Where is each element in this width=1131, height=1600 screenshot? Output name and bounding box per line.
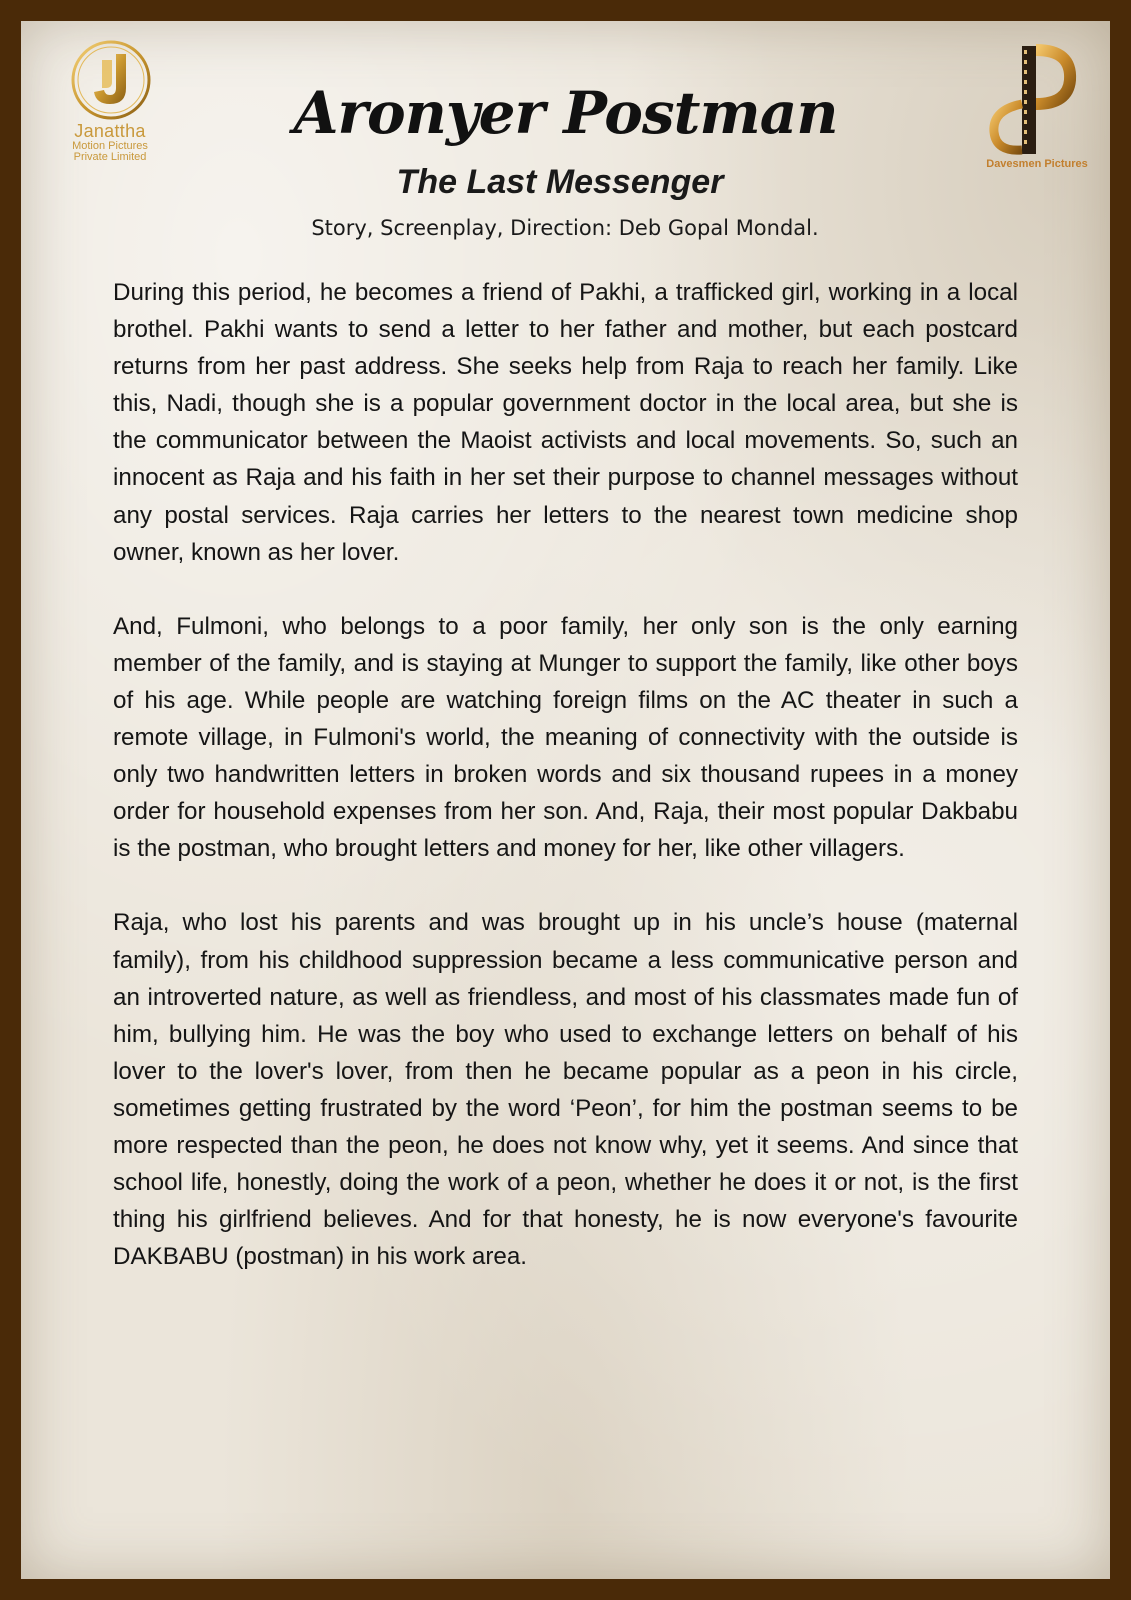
janattha-caption bbox=[50, 122, 170, 164]
film-reel-p-icon bbox=[986, 40, 1078, 162]
logo-left-line2: Motion Pictures bbox=[72, 139, 148, 152]
synopsis-body bbox=[113, 274, 1018, 1312]
paragraph-1: During this period, he becomes a friend of Pakhi, a trafficked girl, working in a local brothel. Pakhi wants to send a letter to her father and mother, but each postcard returns from her past address. She seeks help from Raja to reach her family. Like this, Nadi, though she is a popular government doctor in the local area, but she is the communicator between the Maoist activists and local movements. So, such an innocent as Raja and his faith in her set their purpose to channel messages without any postal services. Raja carries her letters to the nearest town medicine shop owner, known as her lover. bbox=[113, 279, 1018, 566]
page-subtitle: The Last Messenger bbox=[396, 163, 724, 201]
paragraph-2: And, Fulmoni, who belongs to a poor family, her only son is the only earning member of the family, and is staying at Munger to support the family, like other boys of his age. While people are watching foreign films on the AC theater in such a remote village, in Fulmoni's world, the meaning of connectivity with the outside is only two handwritten letters in broken words and six thousand rupees in a money order for household expenses from her son. And, Raja, their most popular Dakbabu is the postman, who brought letters and money for her, like other villagers. bbox=[113, 612, 1018, 863]
j-monogram-icon bbox=[58, 38, 168, 128]
logo-left-name: Janattha bbox=[74, 121, 146, 141]
page-title: Aronyer Postman bbox=[293, 79, 838, 147]
logo-right-name: Davesmen Pictures bbox=[986, 158, 1088, 170]
logo-left-line3: Private Limited bbox=[73, 151, 147, 164]
paragraph-3: Raja, who lost his parents and was brought up in his uncle’s house (maternal family), from his childhood suppression became a less communicative person and an introverted nature, as well as friendless, and most of his classmates made fun of him, bullying him. He was the boy who used to exchange letters on behalf of his lover to the lover's lover, from then he became popular as a peon in his circle, sometimes getting frustrated by the word ‘Peon’, for him the postman seems to be more respected than the peon, he does not know why, yet it seems. And since that school life, honestly, doing the work of a peon, whether he does it or not, is the first thing his girlfriend believes. And for that honesty, he is now everyone's favourite DAKBABU (postman) in his work area. bbox=[113, 909, 1018, 1271]
davesmen-logo bbox=[986, 40, 1078, 162]
credits-line: Story, Screenplay, Direction: Deb Gopal Mondal. bbox=[311, 216, 819, 240]
